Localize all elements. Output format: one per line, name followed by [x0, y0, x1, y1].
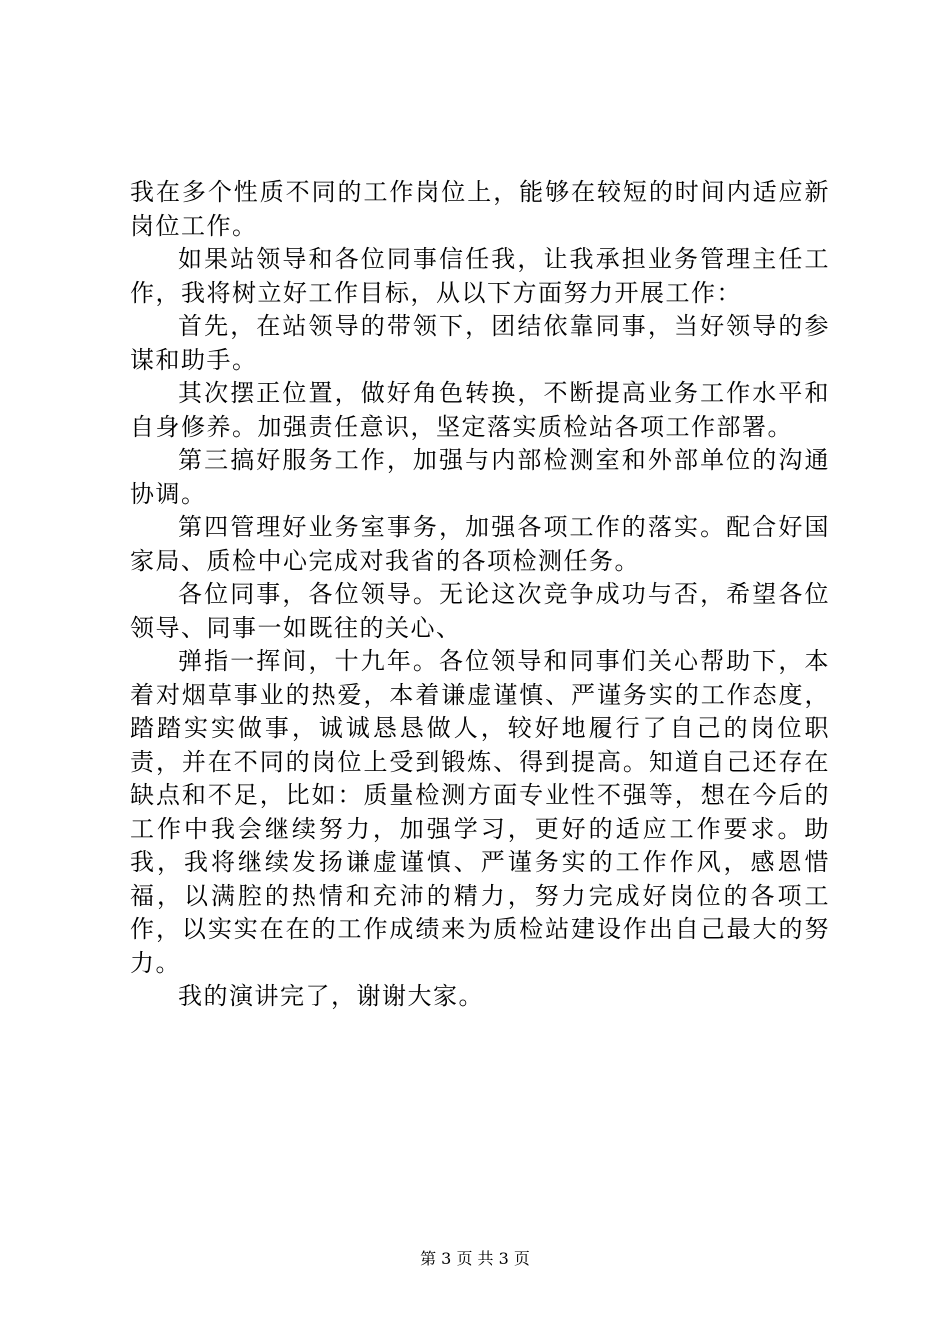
- paragraph: 首先，在站领导的带领下，团结依靠同事，当好领导的参谋和助手。: [130, 312, 830, 374]
- closing-paragraph: 我的演讲完了，谢谢大家。: [178, 982, 484, 1010]
- document-body: [130, 176, 830, 1014]
- paragraph: 第四管理好业务室事务，加强各项工作的落实。配合好国家局、质检中心完成对我省的各项检测任务。: [130, 513, 830, 575]
- paragraph: 第三搞好服务工作，加强与内部检测室和外部单位的沟通协调。: [130, 446, 830, 508]
- paragraph: 弹指一挥间，十九年。各位领导和同事们关心帮助下，本着对烟草事业的热爱，本着谦虚谨慎、严谨务实的工作态度，踏踏实实做事，诚诚恳恳做人，较好地履行了自己的岗位职责，并在不同的岗位上受到锻炼、得到提高。知道自己还存在缺点和不足，比如：质量检测方面专业性不强等，想在今后的工作中我会继续努力，加强学习，更好的适应工作要求。助我，我将继续发扬谦虚谨慎、严谨务实的工作作风，感恩惜福，以满腔的热情和充沛的精力，努力完成好岗位的各项工作，以实实在在的工作成绩来为质检站建设作出自己最大的努力。: [130, 647, 830, 977]
- paragraph: 其次摆正位置，做好角色转换，不断提高业务工作水平和自身修养。加强责任意识，坚定落实质检站各项工作部署。: [130, 379, 830, 441]
- paragraph-continuation: 我在多个性质不同的工作岗位上，能够在较短的时间内适应新岗位工作。: [130, 178, 830, 240]
- paragraph: 如果站领导和各位同事信任我，让我承担业务管理主任工作，我将树立好工作目标，从以下方面努力开展工作：: [130, 245, 830, 307]
- page-number-footer: 第 3 页 共 3 页: [420, 1249, 530, 1268]
- paragraph: 各位同事，各位领导。无论这次竞争成功与否，希望各位领导、同事一如既往的关心、: [130, 580, 830, 642]
